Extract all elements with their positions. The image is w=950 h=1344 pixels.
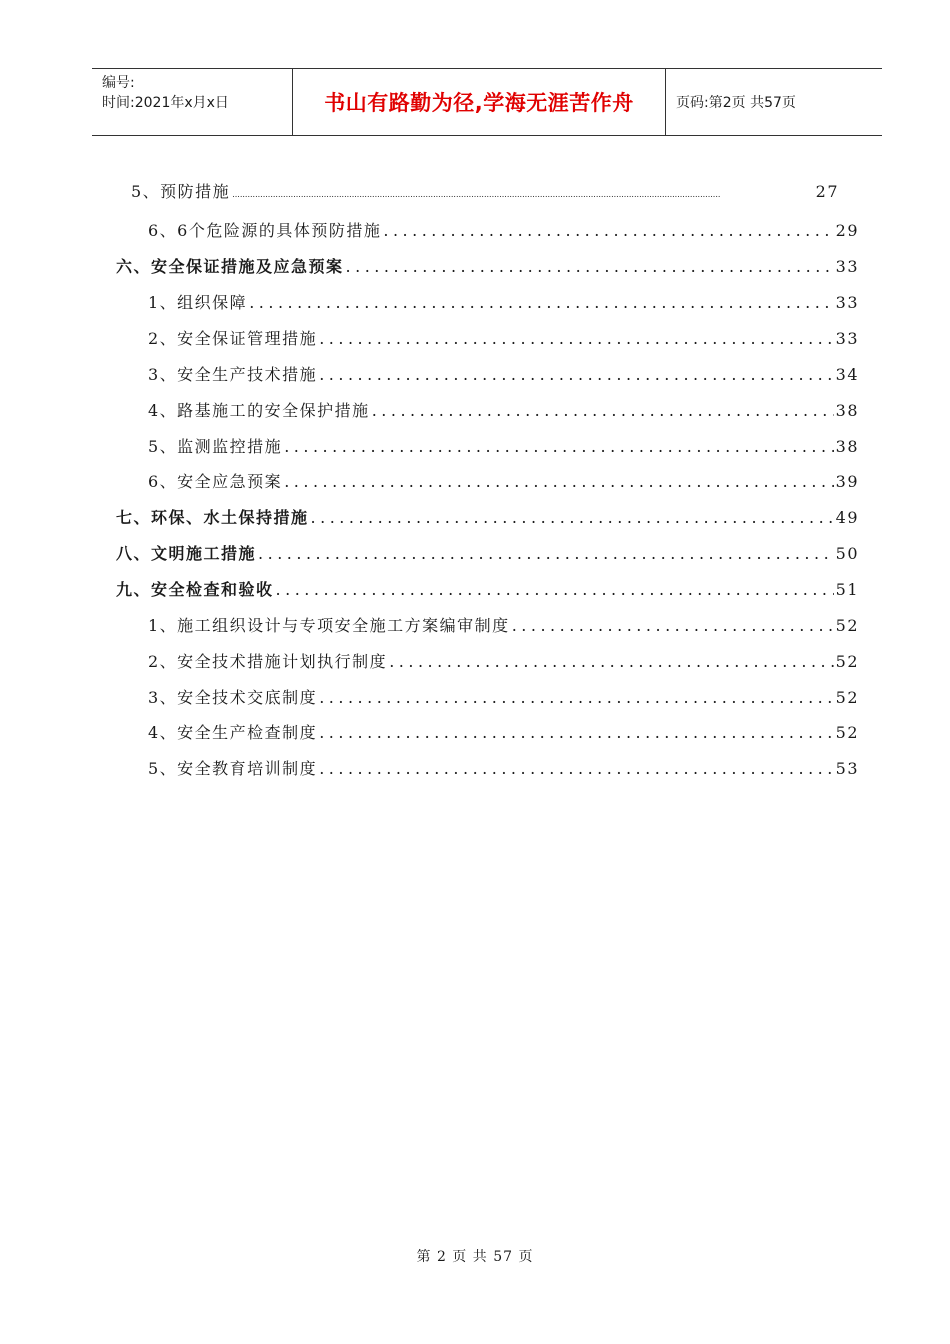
toc-leader-dots: [319, 686, 833, 710]
toc-entry-title: 八、文明施工措施: [116, 544, 257, 563]
toc-entry[interactable]: [148, 291, 859, 315]
toc-entry-chapter[interactable]: [116, 578, 859, 602]
toc-entry[interactable]: [148, 614, 859, 638]
toc-entry-title: 3、安全生产技术措施: [148, 365, 318, 384]
toc-entry-page: 52: [835, 616, 859, 635]
toc-entry-title: 七、环保、水土保持措施: [116, 508, 309, 527]
toc-entry-title: 九、安全检查和验收: [116, 580, 274, 599]
toc-entry[interactable]: [148, 363, 859, 387]
toc-entry-title: 1、施工组织设计与专项安全施工方案编审制度: [148, 616, 510, 635]
toc-entry-page: 52: [835, 688, 859, 707]
toc-leader-dots: [249, 291, 833, 315]
toc-entry[interactable]: [148, 327, 859, 351]
toc-entry-page: 29: [835, 221, 859, 240]
toc-entry[interactable]: [148, 757, 859, 781]
toc-entry-page: 50: [835, 544, 859, 563]
document-number-label: 编号:: [102, 75, 135, 91]
toc-entry-title: 4、安全生产检查制度: [148, 723, 318, 742]
header-motto-cell: [293, 69, 666, 135]
toc-entry-title: 六、安全保证措施及应急预案: [116, 257, 344, 276]
toc-entry-title: 2、安全技术措施计划执行制度: [148, 652, 388, 671]
toc-entry[interactable]: [148, 721, 859, 745]
toc-entry-page: 38: [835, 437, 859, 456]
toc-entry-title: 3、安全技术交底制度: [148, 688, 318, 707]
toc-leader-dots: [284, 470, 833, 494]
page-footer: 第 2 页 共 57 页: [416, 1249, 534, 1265]
toc-entry[interactable]: [148, 399, 859, 423]
toc-entry[interactable]: [131, 180, 839, 204]
header-page-info: 页码:第2页 共57页: [676, 95, 796, 111]
toc-entry-chapter[interactable]: [116, 542, 859, 566]
toc-entry-page: 49: [835, 508, 859, 527]
toc-leader-dots: [372, 399, 834, 423]
toc-entry-page: 33: [835, 293, 859, 312]
toc-entry-page: 51: [835, 580, 859, 599]
toc-entry-page: 53: [835, 759, 859, 778]
toc-leader-dots: [383, 219, 833, 243]
page-header: [92, 68, 882, 136]
toc-entry[interactable]: [148, 470, 859, 494]
toc-entry[interactable]: [148, 686, 859, 710]
toc-entry-page: 52: [835, 652, 859, 671]
toc-entry-page: 38: [835, 401, 859, 420]
toc-entry-chapter[interactable]: [116, 255, 859, 279]
header-meta-cell: [92, 69, 293, 135]
toc-entry-title: 2、安全保证管理措施: [148, 329, 318, 348]
toc-entry-page: 27: [815, 182, 839, 201]
toc-leader-dots: [319, 363, 833, 387]
toc-leader-dots: [346, 255, 834, 279]
toc-entry-title: 5、安全教育培训制度: [148, 759, 318, 778]
toc-leader-dots: [389, 650, 833, 674]
toc-entry-title: 5、预防措施: [131, 182, 231, 201]
toc-entry-title: 5、监测监控措施: [148, 437, 283, 456]
toc-entry-page: 39: [835, 472, 859, 491]
toc-entry-chapter[interactable]: [116, 506, 859, 530]
toc-leader-dots: [319, 757, 833, 781]
toc-entry-page: 33: [835, 257, 859, 276]
toc-leader-dots: [311, 506, 834, 530]
header-motto: 书山有路勤为径,学海无涯苦作舟: [324, 91, 634, 115]
toc-leader-dots: [319, 327, 833, 351]
toc-entry-title: 6、安全应急预案: [148, 472, 283, 491]
toc-entry-page: 52: [835, 723, 859, 742]
toc-entry[interactable]: [148, 219, 859, 243]
toc-entry[interactable]: [148, 435, 859, 459]
toc-leader-dots: [276, 578, 834, 602]
toc-leader-dots: [319, 721, 833, 745]
toc-entry-page: 34: [835, 365, 859, 384]
toc-leader-dots: [258, 542, 834, 566]
toc-entry-title: 4、路基施工的安全保护措施: [148, 401, 370, 420]
toc-leader-dots: [284, 435, 833, 459]
toc-entry-page: 33: [835, 329, 859, 348]
toc-entry-title: 1、组织保障: [148, 293, 248, 312]
toc-leader-dots: [232, 183, 813, 207]
toc-leader-dots: [512, 614, 834, 638]
header-page-cell: [666, 69, 882, 135]
document-time-label: 时间:2021年x月x日: [102, 95, 229, 111]
toc-entry-title: 6、6个危险源的具体预防措施: [148, 221, 382, 240]
toc-entry[interactable]: [148, 650, 859, 674]
